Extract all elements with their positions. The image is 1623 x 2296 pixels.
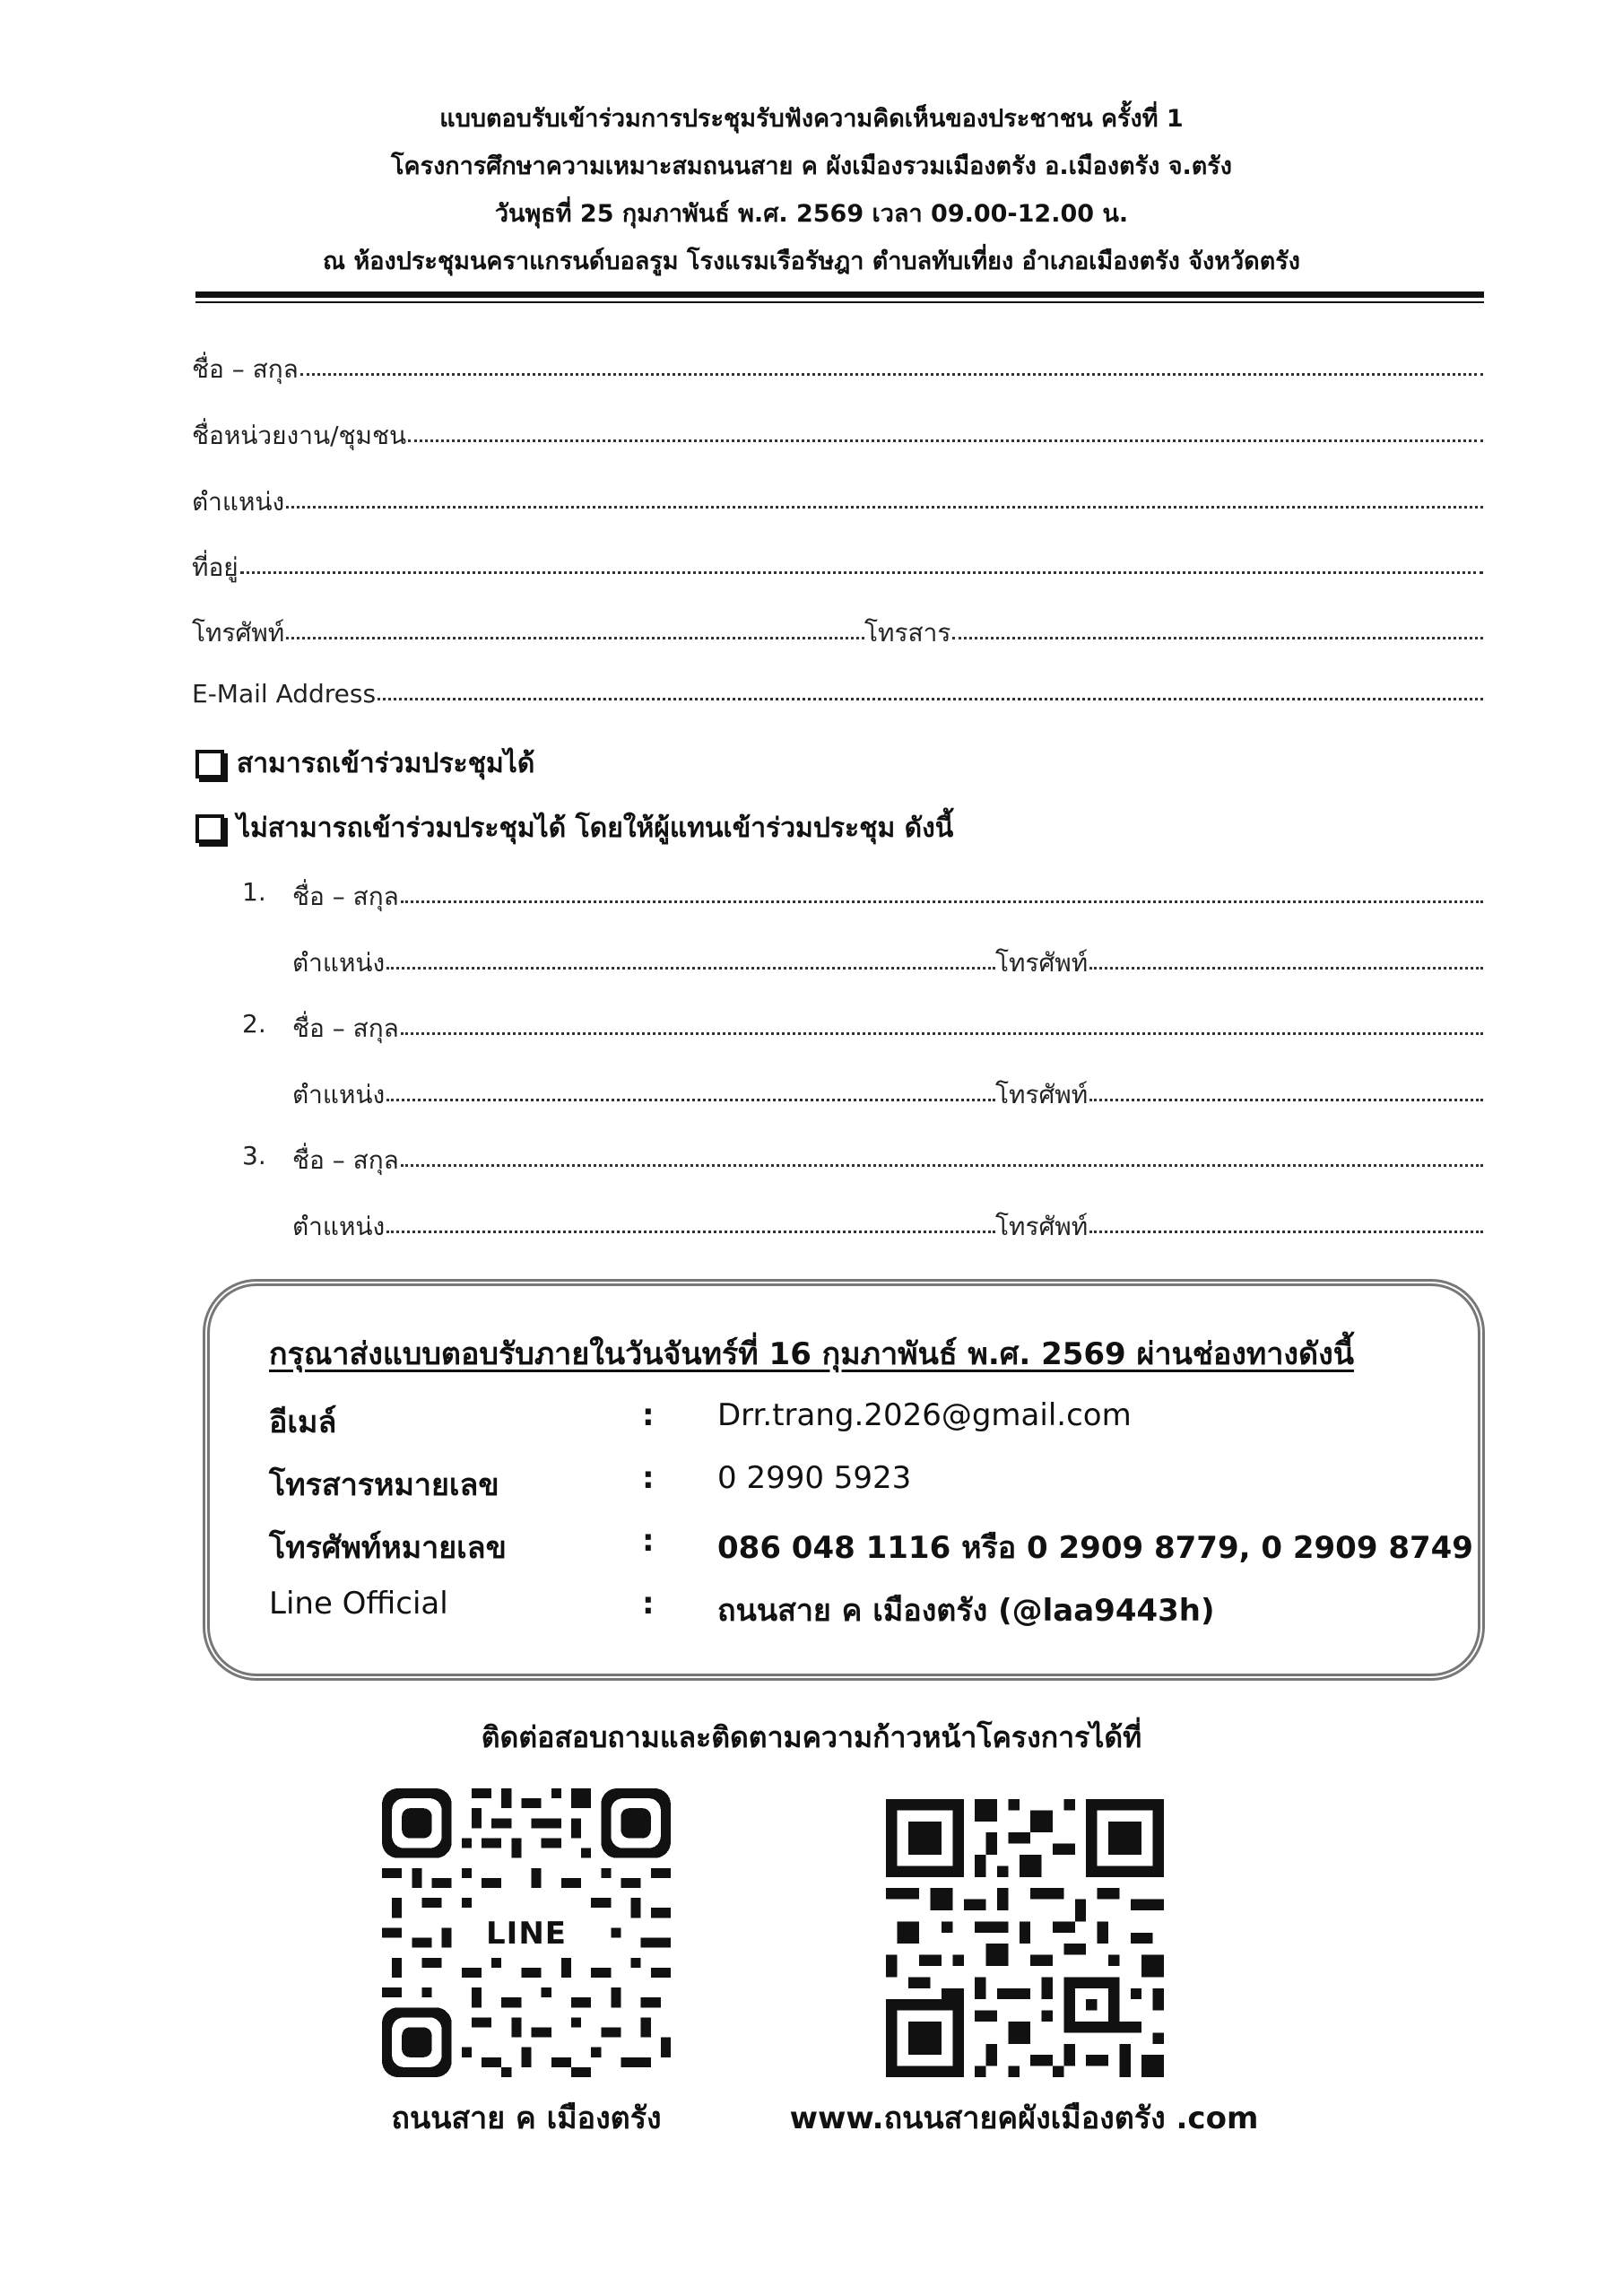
cannot-attend-option[interactable] <box>195 807 953 849</box>
cannot-attend-label: ไม่สามารถเข้าร่วมประชุมได้ โดยให้ผู้แทนเข้าร่วมประชุม ดังนี้ <box>237 813 954 844</box>
delegate-1-phone-field[interactable] <box>995 944 1483 983</box>
delegate-1-name-field[interactable] <box>292 877 1483 917</box>
header-divider-thin <box>195 301 1484 303</box>
email-channel-value[interactable]: Drr.trang.2026@gmail.com <box>717 1397 1132 1433</box>
email-channel-label: อีเมล์ <box>269 1405 337 1440</box>
org-label: ชื่อหน่วยงาน/ชุมชน <box>192 421 407 450</box>
can-attend-option[interactable] <box>195 743 534 785</box>
address-dotted-line[interactable] <box>240 565 1483 574</box>
phone-channel-label: โทรศัพท์หมายเลข <box>269 1530 507 1566</box>
line-channel-colon: : <box>642 1586 655 1622</box>
header-divider-thick <box>195 291 1484 298</box>
delegate-1-position-label: ตำแหน่ง <box>292 948 386 978</box>
meeting-venue: ณ ห้องประชุมนคราแกรนด์บอลรูม โรงแรมเรือรัษฎา ตำบลทับเที่ยง อำเภอเมืองตรัง จังหวัดตรัง <box>323 248 1300 275</box>
website-qr-label: www.ถนนสายคผังเมืองตรัง .com <box>789 2100 1259 2136</box>
fax-label: โทรสาร <box>864 618 951 648</box>
delegate-3-number: 3. <box>242 1141 266 1170</box>
delegate-2-name-label: ชื่อ – สกุล <box>292 1013 399 1043</box>
fax-channel-label: โทรสารหมายเลข <box>269 1467 499 1503</box>
line-qr-code[interactable] <box>382 1788 671 2077</box>
org-field[interactable] <box>192 416 1483 456</box>
meeting-date: วันพุธที่ 25 กุมภาพันธ์ พ.ศ. 2569 เวลา 09.00-12.00 น. <box>494 200 1129 228</box>
delegate-2-phone-label: โทรศัพท์ <box>995 1080 1089 1109</box>
delegate-3-position-field[interactable] <box>292 1207 995 1247</box>
delegate-1-phone-label: โทรศัพท์ <box>995 948 1089 978</box>
name-dotted-line[interactable] <box>300 367 1483 376</box>
contact-heading: ติดต่อสอบถามและติดตามความก้าวหน้าโครงการได้ที่ <box>481 1720 1142 1754</box>
project-name: โครงการศึกษาความเหมาะสมถนนสาย ค ผังเมืองรวมเมืองตรัง อ.เมืองตรัง จ.ตรัง <box>391 152 1232 180</box>
submission-title: กรุณาส่งแบบตอบรับภายในวันจันทร์ที่ 16 กุมภาพันธ์ พ.ศ. 2569 ผ่านช่องทางดังนี้ <box>269 1336 1354 1372</box>
delegate-2-phone-dotted-line[interactable] <box>1089 1092 1483 1101</box>
delegate-3-position-label: ตำแหน่ง <box>292 1212 386 1241</box>
delegate-2-number: 2. <box>242 1009 266 1039</box>
phone-channel-colon: : <box>642 1523 655 1559</box>
email-field[interactable] <box>192 679 1483 709</box>
phone-field[interactable] <box>192 613 864 653</box>
delegate-1-position-field[interactable] <box>292 944 995 983</box>
line-qr-label: ถนนสาย ค เมืองตรัง <box>391 2100 662 2136</box>
delegate-1-position-dotted-line[interactable] <box>386 961 995 970</box>
fax-channel-colon: : <box>642 1460 655 1496</box>
cannot-attend-checkbox[interactable] <box>195 814 224 843</box>
delegate-1-phone-dotted-line[interactable] <box>1089 961 1483 970</box>
website-qr-code[interactable] <box>886 1799 1164 2077</box>
delegate-2-name-field[interactable] <box>292 1009 1483 1048</box>
position-field[interactable] <box>192 483 1483 522</box>
delegate-3-phone-dotted-line[interactable] <box>1089 1224 1483 1233</box>
address-field[interactable] <box>192 548 1483 587</box>
line-logo: LINE <box>468 1914 585 1953</box>
can-attend-label: สามารถเข้าร่วมประชุมได้ <box>237 748 535 779</box>
delegate-1-number: 1. <box>242 877 266 907</box>
fax-field[interactable] <box>864 613 1483 653</box>
email-channel-colon: : <box>642 1397 655 1433</box>
delegate-3-name-dotted-line[interactable] <box>401 1158 1483 1167</box>
line-channel-label: Line Official <box>269 1586 448 1622</box>
delegate-2-position-field[interactable] <box>292 1075 995 1115</box>
position-label: ตำแหน่ง <box>192 487 285 517</box>
name-label: ชื่อ – สกุล <box>192 354 299 384</box>
delegate-1-name-dotted-line[interactable] <box>401 894 1483 903</box>
delegate-2-phone-field[interactable] <box>995 1075 1483 1115</box>
name-field[interactable] <box>192 350 1483 389</box>
fax-channel-value: 0 2990 5923 <box>717 1460 912 1496</box>
phone-channel-value: 086 048 1116 หรือ 0 2909 8779, 0 2909 8749 <box>717 1530 1473 1566</box>
website-qr-graphic <box>886 1799 1164 2077</box>
delegate-3-position-dotted-line[interactable] <box>386 1224 995 1233</box>
delegate-2-name-dotted-line[interactable] <box>401 1026 1483 1035</box>
fax-dotted-line[interactable] <box>952 631 1483 639</box>
email-label: E-Mail Address <box>192 679 377 709</box>
phone-dotted-line[interactable] <box>286 631 864 639</box>
org-dotted-line[interactable] <box>408 433 1483 442</box>
delegate-2-position-dotted-line[interactable] <box>386 1092 995 1101</box>
form-title: แบบตอบรับเข้าร่วมการประชุมรับฟังความคิดเห็นของประชาชน ครั้งที่ 1 <box>439 105 1184 133</box>
delegate-3-name-label: ชื่อ – สกุล <box>292 1145 399 1175</box>
phone-label: โทรศัพท์ <box>192 618 285 648</box>
delegate-2-position-label: ตำแหน่ง <box>292 1080 386 1109</box>
delegate-3-phone-label: โทรศัพท์ <box>995 1212 1089 1241</box>
line-channel-value: ถนนสาย ค เมืองตรัง (@laa9443h) <box>717 1593 1215 1629</box>
position-dotted-line[interactable] <box>286 500 1483 509</box>
can-attend-checkbox[interactable] <box>195 750 224 778</box>
address-label: ที่อยู่ <box>192 552 239 582</box>
delegate-3-name-field[interactable] <box>292 1141 1483 1180</box>
delegate-1-name-label: ชื่อ – สกุล <box>292 882 399 911</box>
email-dotted-line[interactable] <box>378 691 1483 700</box>
delegate-3-phone-field[interactable] <box>995 1207 1483 1247</box>
